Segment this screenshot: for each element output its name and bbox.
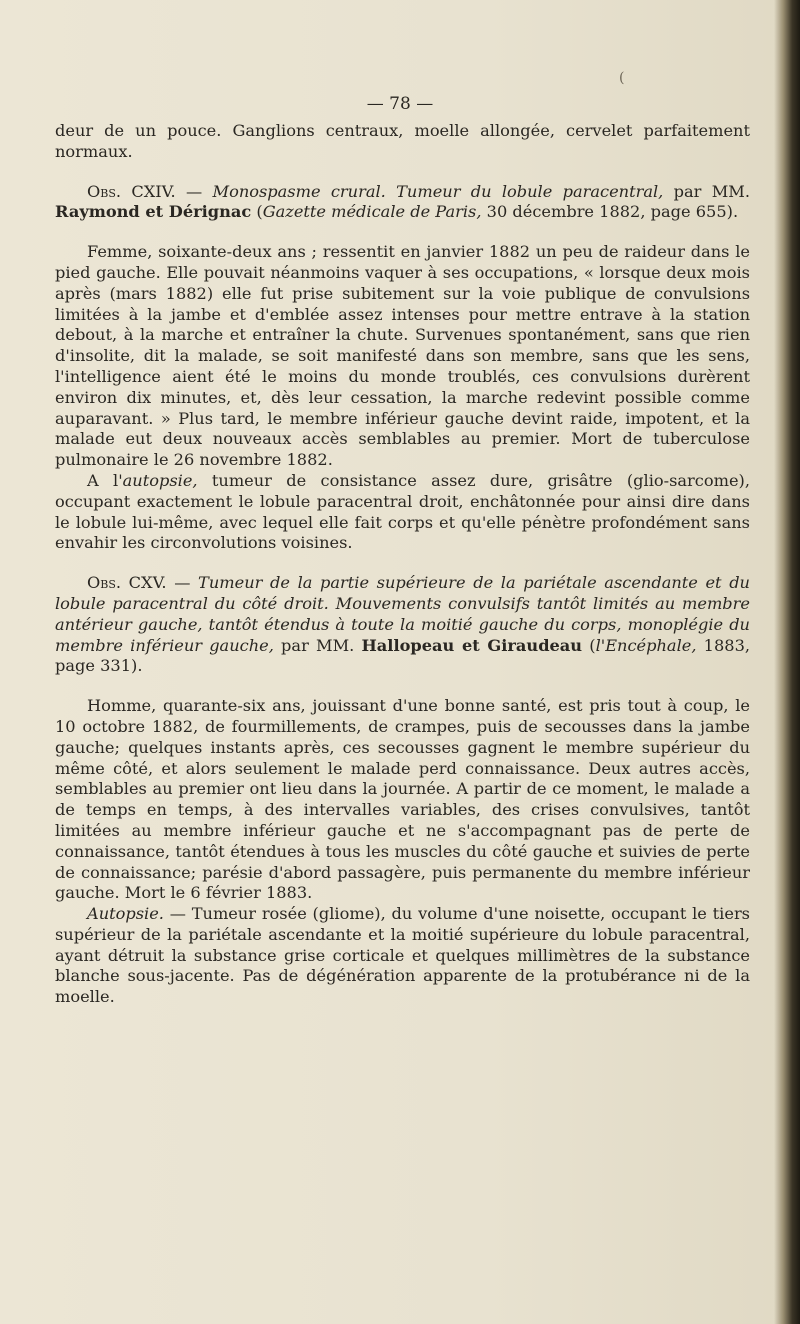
autopsy-paragraph: A l'autopsie, tumeur de consistance assez dure, grisâtre (glio-sarcome), occupant exactement le lobule paracentral droit, enchâtonnée pour ainsi dire dans le lobule lui-même, avec lequel elle fait corps et qu'elle pénètre profondément sans envahir les circonvolutions voisines. (55, 470, 750, 553)
observation-title: Tumeur de la partie supérieure de la pariétale ascendante et du lobule paracentral du côté droit. Mouvements convulsifs tantôt limités au membre antérieur gauche, tantôt étendus à toute la moitié gauche du corps, monoplégie du membre inférieur gauche, (55, 573, 750, 655)
page-binding-edge (774, 0, 800, 1324)
autopsy-paragraph: Autopsie. — Tumeur rosée (gliome), du volume d'une noisette, occupant le tiers supérieur de la pariétale ascendante et la moitié supérieure du lobule paracentral, ayant détruit la substance grise corticale et quelques millimètres de la substance blanche sous-jacente. Pas de dégénération apparente de la protubérance ni de la moelle. (55, 904, 750, 1007)
journal-name: Gazette médicale de Paris, (262, 202, 482, 222)
autopsy-label: autopsie, (122, 470, 198, 490)
observation-title: Monospasme crural. Tumeur du lobule paracentral, (212, 181, 664, 201)
autopsy-label: Autopsie. (87, 904, 164, 924)
observation-label: Obs. CXV. (87, 573, 167, 593)
observation-114-heading: Obs. CXIV. — Monospasme crural. Tumeur du lobule paracentral, par MM. Raymond et Dérignac (Gazette médicale de Paris, 30 décembre 1882, page 655). (55, 181, 751, 222)
journal-name: l'Encéphale, (595, 635, 697, 655)
observation-115-heading: Obs. CXV. — Tumeur de la partie supérieure de la pariétale ascendante et du lobule paracentral du côté droit. Mouvements convulsifs tantôt limités au membre antérieur gauche, tantôt étendus à toute la moitié gauche du corps, monoplégie du membre inférieur gauche, par MM. Hallopeau et Giraudeau (l'Encéphale, 1883, page 331). (55, 573, 751, 676)
continued-text: deur de un pouce. Ganglions centraux, moelle allongée, cervelet parfaitement normaux. (55, 121, 750, 161)
case-description: Femme, soixante-deux ans ; ressentit en janvier 1882 un peu de raideur dans le pied gauche. Elle pouvait néanmoins vaquer à ses occupations, « lorsque deux mois après (mars 1882) elle fut prise subitement sur la voie publique de convulsions limitées à la jambe et d'emblée assez intenses pour mettre entrave à la station debout, à la marche et entraîner la chute. Survenues spontanément, sans que rien d'insolite, dit la malade, se soit manifesté dans son membre, sans que les sens, l'intelligence aient été le moins du monde troublés, ces convulsions durèrent environ dix minutes, et, dès leur cessation, la marche redevint possible comme auparavant. » Plus tard, le membre inférieur gauche devint raide, impotent, et la malade eut deux nouveaux accès semblables au premier. Mort de tuberculose pulmonaire le 26 novembre 1882. (55, 242, 750, 470)
page-number: — 78 — (366, 94, 434, 114)
case-description: Homme, quarante-six ans, jouissant d'une bonne santé, est pris tout à coup, le 10 octobre 1882, de fourmillements, de crampes, puis de secousses dans la jambe gauche; quelques instants après, ces secousses gagnent le membre supérieur du même côté, et alors seulement le malade perd connaissance. Deux autres accès, semblables au premier ont lieu dans la journée. A partir de ce moment, le malade a de temps en temps, à des intervalles variables, des crises convulsives, tantôt limitées au membre inférieur gauche et ne s'accompagnant pas de perte de connaissance, tantôt étendues à tous les muscles du côté gauche et suivies de perte de connaissance; parésie d'abord passagère, puis permanente du membre inférieur gauche. Mort le 6 février 1883. (55, 696, 750, 903)
observation-authors: Raymond et Dérignac (55, 202, 252, 222)
observation-authors: Hallopeau et Giraudeau (361, 635, 583, 655)
page-body (55, 93, 750, 1008)
observation-label: Obs. CXIV. (87, 181, 176, 201)
stray-mark: ( (619, 70, 625, 86)
